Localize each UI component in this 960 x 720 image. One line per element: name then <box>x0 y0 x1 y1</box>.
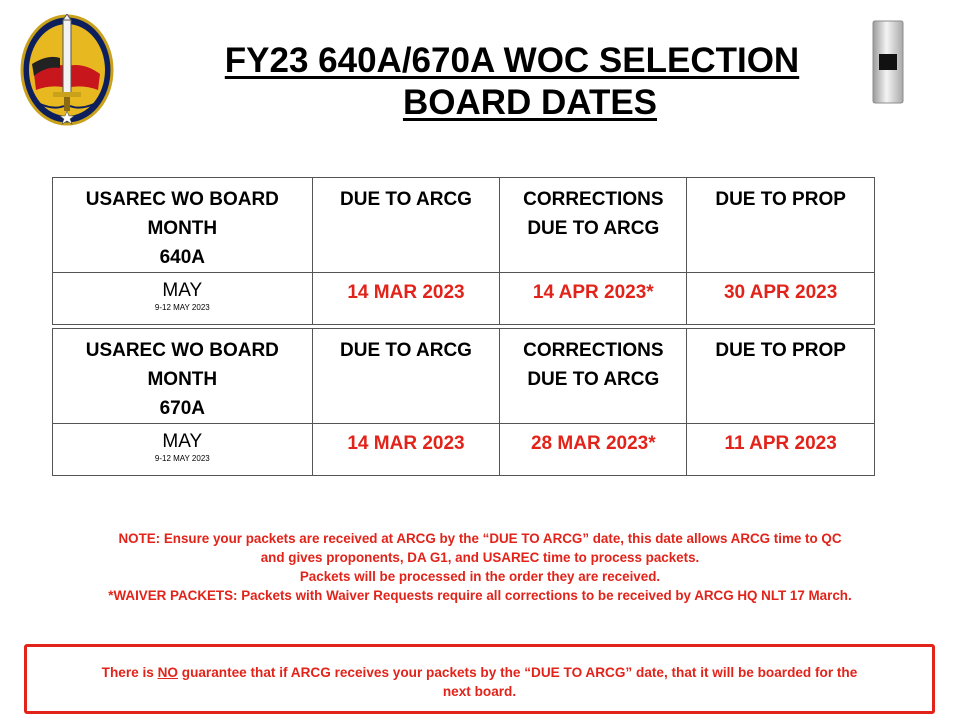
cell-board-month <box>53 424 313 476</box>
header-corrections-line-1: CORRECTIONS <box>523 340 664 361</box>
header-board-month <box>53 329 313 424</box>
table-header-row <box>53 178 875 273</box>
header-board-line-2: MONTH <box>147 369 218 390</box>
header-corrections-due <box>500 329 687 424</box>
board-month-range: 9-12 MAY 2023 <box>154 454 210 463</box>
warning-prefix: There is <box>101 665 158 680</box>
header-due-to-prop-label: DUE TO PROP <box>715 340 846 361</box>
warning-rest: guarantee that if ARCG receives your packets by the “DUE TO ARCG” date, that it will be boarded for the <box>177 665 858 680</box>
cell-corrections-due: 28 MAR 2023* <box>500 424 687 476</box>
header-board-line-2: MONTH <box>147 218 218 239</box>
table-row <box>53 424 875 476</box>
header-corrections-line-2: DUE TO ARCG <box>527 218 660 239</box>
cell-due-to-arcg: 14 MAR 2023 <box>312 424 500 476</box>
note-line-2: and gives proponents, DA G1, and USAREC time to process packets. <box>260 550 700 565</box>
cell-due-to-arcg: 14 MAR 2023 <box>312 273 500 325</box>
warning-emphasis: NO <box>157 665 178 680</box>
note-line-1: NOTE: Ensure your packets are received at ARCG by the “DUE TO ARCG” date, this date allows ARCG time to QC <box>118 531 842 546</box>
page-title <box>150 40 870 124</box>
header-board-line-1: USAREC WO BOARD <box>85 340 279 361</box>
warning-line-2: next board. <box>442 684 517 699</box>
header-due-to-arcg <box>312 329 500 424</box>
arcg-sword-insignia-icon <box>20 14 114 126</box>
warning-box <box>24 644 935 714</box>
table-header-row <box>53 329 875 424</box>
board-dates-table-670a <box>52 328 875 476</box>
header-due-to-prop-label: DUE TO PROP <box>715 189 846 210</box>
cell-corrections-due: 14 APR 2023* <box>500 273 687 325</box>
cell-due-to-prop: 30 APR 2023 <box>687 273 875 325</box>
header-board-month <box>53 178 313 273</box>
header-corrections-due <box>500 178 687 273</box>
header-due-to-arcg <box>312 178 500 273</box>
warning-line-1 <box>27 663 932 682</box>
warrant-officer-rank-insignia-icon <box>872 20 904 104</box>
header-board-line-3: 670A <box>159 398 206 419</box>
header-due-to-prop <box>687 329 875 424</box>
board-month-range: 9-12 MAY 2023 <box>154 303 210 312</box>
board-month: MAY <box>162 431 203 452</box>
note-line-4: *WAIVER PACKETS: Packets with Waiver Requests require all corrections to be received by ARCG HQ NLT 17 March. <box>108 588 852 603</box>
board-dates-table-640a <box>52 177 875 325</box>
header-due-to-arcg-label: DUE TO ARCG <box>340 340 472 361</box>
note-block <box>20 529 940 605</box>
header-board-line-1: USAREC WO BOARD <box>85 189 279 210</box>
table-row <box>53 273 875 325</box>
title-line-1: FY23 640A/670A WOC SELECTION <box>224 41 800 80</box>
header-due-to-prop <box>687 178 875 273</box>
header-corrections-line-2: DUE TO ARCG <box>527 369 660 390</box>
note-line-3: Packets will be processed in the order they are received. <box>299 569 661 584</box>
board-month: MAY <box>162 280 203 301</box>
header-due-to-arcg-label: DUE TO ARCG <box>340 189 472 210</box>
title-line-2: BOARD DATES <box>402 83 658 122</box>
header-board-line-3: 640A <box>159 247 206 268</box>
cell-due-to-prop: 11 APR 2023 <box>687 424 875 476</box>
cell-board-month <box>53 273 313 325</box>
header-corrections-line-1: CORRECTIONS <box>523 189 664 210</box>
